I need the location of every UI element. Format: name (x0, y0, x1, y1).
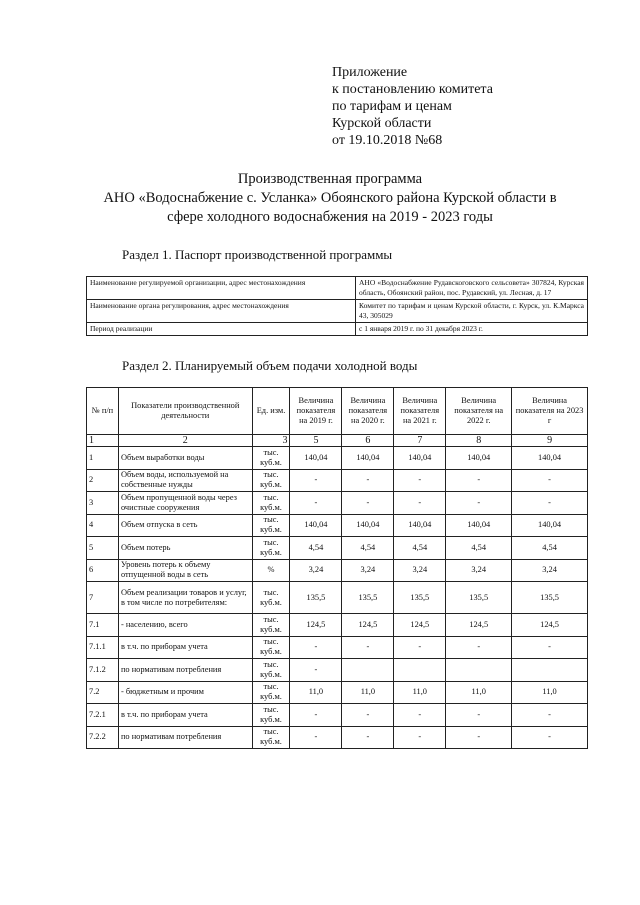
table-row (87, 514, 588, 537)
col-number: 8 (446, 435, 512, 447)
row-value: 140,04 (394, 514, 446, 537)
plan-table (86, 387, 588, 749)
row-value: - (512, 636, 588, 659)
table-row (87, 582, 588, 614)
table-row (87, 447, 588, 470)
row-value: - (512, 726, 588, 749)
row-num: 7.2.1 (87, 704, 119, 727)
row-value: - (394, 492, 446, 515)
appendix-line: Приложение (332, 65, 408, 80)
row-unit: тыс. куб.м. (252, 492, 290, 515)
document-title (60, 170, 600, 227)
row-indicator: Объем выработки воды (118, 447, 252, 470)
table-row (87, 277, 588, 300)
row-num: 7.1 (87, 614, 119, 637)
row-value: 140,04 (342, 514, 394, 537)
row-value: - (342, 726, 394, 749)
passport-key: Наименование органа регулирования, адрес местонахождения (87, 300, 356, 323)
table-row (87, 614, 588, 637)
row-value: 4,54 (342, 537, 394, 560)
row-value: 140,04 (394, 447, 446, 470)
row-num: 7 (87, 582, 119, 614)
row-value: 11,0 (512, 681, 588, 704)
row-num: 6 (87, 559, 119, 582)
header-name: Показатели производственной деятельности (118, 388, 252, 435)
row-value: 124,5 (512, 614, 588, 637)
row-value: 4,54 (290, 537, 342, 560)
table-row (87, 659, 588, 682)
row-value: - (394, 636, 446, 659)
row-indicator: Объем отпуска в сеть (118, 514, 252, 537)
row-value: - (342, 469, 394, 492)
row-value: - (394, 704, 446, 727)
row-value: 135,5 (512, 582, 588, 614)
row-indicator: Объем воды, используемой на собственные нужды (118, 469, 252, 492)
row-indicator: Объем реализации товаров и услуг, в том числе по потребителям: (118, 582, 252, 614)
table-row (87, 492, 588, 515)
row-value: - (446, 636, 512, 659)
row-value: 140,04 (290, 514, 342, 537)
col-number: 6 (342, 435, 394, 447)
row-indicator: в т.ч. по приборам учета (118, 636, 252, 659)
row-num: 7.2.2 (87, 726, 119, 749)
header-year: Величина показателя на 2022 г. (446, 388, 512, 435)
row-num: 7.2 (87, 681, 119, 704)
row-value: 11,0 (290, 681, 342, 704)
col-number: 7 (394, 435, 446, 447)
row-value: - (394, 469, 446, 492)
row-value: 124,5 (290, 614, 342, 637)
row-unit: тыс. куб.м. (252, 636, 290, 659)
table-row (87, 636, 588, 659)
appendix-line: к постановлению комитета (332, 82, 493, 97)
section-2-heading: Раздел 2. Планируемый объем подачи холодной воды (122, 358, 418, 373)
passport-key: Период реализации (87, 323, 356, 336)
row-value: 135,5 (446, 582, 512, 614)
row-indicator: по нормативам потребления (118, 726, 252, 749)
row-value (342, 659, 394, 682)
appendix-line: по тарифам и ценам (332, 99, 452, 114)
row-unit: тыс. куб.м. (252, 447, 290, 470)
col-number: 9 (512, 435, 588, 447)
row-value: - (394, 726, 446, 749)
passport-value: АНО «Водоснабжение Рудавскоговского сельсовета» 307824, Курская область, Обоянский район, пос. Рудавский, ул. Лесная, д. 17 (356, 277, 588, 300)
row-indicator: - бюджетным и прочим (118, 681, 252, 704)
appendix-line: Курской области (332, 116, 432, 131)
table-row (87, 704, 588, 727)
appendix-line: от 19.10.2018 №68 (332, 133, 443, 148)
row-value: - (290, 492, 342, 515)
passport-value: с 1 января 2019 г. по 31 декабря 2023 г. (356, 323, 588, 336)
row-value: 3,24 (290, 559, 342, 582)
table-row (87, 323, 588, 336)
header-year: Величина показателя на 2021 г. (394, 388, 446, 435)
row-unit: тыс. куб.м. (252, 704, 290, 727)
col-number: 3 (252, 435, 290, 447)
col-number: 1 (87, 435, 119, 447)
row-value: 11,0 (342, 681, 394, 704)
header-row (87, 388, 588, 435)
row-value: 4,54 (394, 537, 446, 560)
row-value: 135,5 (342, 582, 394, 614)
row-value: 3,24 (512, 559, 588, 582)
row-indicator: Объем пропущенной воды через очистные сооружения (118, 492, 252, 515)
col-number: 2 (118, 435, 252, 447)
row-value: - (290, 469, 342, 492)
table-row (87, 726, 588, 749)
row-value: 140,04 (512, 447, 588, 470)
row-value: - (290, 636, 342, 659)
row-value: - (512, 704, 588, 727)
row-value (394, 659, 446, 682)
row-num: 5 (87, 537, 119, 560)
row-num: 2 (87, 469, 119, 492)
header-year: Величина показателя на 2023 г (512, 388, 588, 435)
row-value: - (342, 636, 394, 659)
row-unit: тыс. куб.м. (252, 537, 290, 560)
row-unit: тыс. куб.м. (252, 681, 290, 704)
row-unit: тыс. куб.м. (252, 726, 290, 749)
row-value: - (446, 469, 512, 492)
row-value: 140,04 (446, 447, 512, 470)
row-num: 4 (87, 514, 119, 537)
title-line: сфере холодного водоснабжения на 2019 - 2023 годы (167, 209, 493, 225)
table-row (87, 559, 588, 582)
section-1-heading: Раздел 1. Паспорт производственной программы (122, 247, 393, 262)
row-value: - (446, 704, 512, 727)
row-value: - (290, 704, 342, 727)
row-value: 11,0 (394, 681, 446, 704)
row-value: 140,04 (290, 447, 342, 470)
row-value: - (342, 704, 394, 727)
column-number-row (87, 435, 588, 447)
row-value: 140,04 (512, 514, 588, 537)
row-indicator: в т.ч. по приборам учета (118, 704, 252, 727)
table-row (87, 537, 588, 560)
row-value: - (512, 492, 588, 515)
table-row (87, 300, 588, 323)
row-num: 7.1.1 (87, 636, 119, 659)
row-unit: % (252, 559, 290, 582)
row-value: - (290, 726, 342, 749)
title-line: Производственная программа (237, 171, 423, 187)
row-value: 3,24 (342, 559, 394, 582)
row-value: 124,5 (446, 614, 512, 637)
row-value: 140,04 (342, 447, 394, 470)
title-line: АНО «Водоснабжение с. Усланка» Обоянского района Курской области в (103, 190, 557, 206)
row-unit: тыс. куб.м. (252, 614, 290, 637)
passport-table (86, 276, 588, 336)
row-unit: тыс. куб.м. (252, 469, 290, 492)
row-value (512, 659, 588, 682)
row-value: 3,24 (394, 559, 446, 582)
passport-key: Наименование регулируемой организации, адрес местонахождения (87, 277, 356, 300)
row-indicator: Объем потерь (118, 537, 252, 560)
row-value (446, 659, 512, 682)
row-value: - (512, 469, 588, 492)
col-number: 5 (290, 435, 342, 447)
row-num: 3 (87, 492, 119, 515)
row-indicator: - населению, всего (118, 614, 252, 637)
row-value: - (342, 492, 394, 515)
passport-value: Комитет по тарифам и ценам Курской области, г. Курск, ул. К.Маркса 43, 305029 (356, 300, 588, 323)
header-num: № п/п (87, 388, 119, 435)
row-indicator: Уровень потерь к объему отпущенной воды в сеть (118, 559, 252, 582)
row-value: 3,24 (446, 559, 512, 582)
row-unit: тыс. куб.м. (252, 659, 290, 682)
row-value: 124,5 (342, 614, 394, 637)
appendix-block (332, 64, 493, 149)
row-indicator: по нормативам потребления (118, 659, 252, 682)
row-value: - (446, 492, 512, 515)
row-value: 4,54 (512, 537, 588, 560)
row-value: 140,04 (446, 514, 512, 537)
row-value: 4,54 (446, 537, 512, 560)
row-unit: тыс. куб.м. (252, 514, 290, 537)
row-value: 135,5 (394, 582, 446, 614)
table-row (87, 469, 588, 492)
header-year: Величина показателя на 2019 г. (290, 388, 342, 435)
row-unit: тыс. куб.м. (252, 582, 290, 614)
row-num: 7.1.2 (87, 659, 119, 682)
header-unit: Ед. изм. (252, 388, 290, 435)
row-value: - (446, 726, 512, 749)
header-year: Величина показателя на 2020 г. (342, 388, 394, 435)
row-value: - (290, 659, 342, 682)
row-value: 124,5 (394, 614, 446, 637)
row-num: 1 (87, 447, 119, 470)
row-value: 135,5 (290, 582, 342, 614)
table-row (87, 681, 588, 704)
row-value: 11,0 (446, 681, 512, 704)
